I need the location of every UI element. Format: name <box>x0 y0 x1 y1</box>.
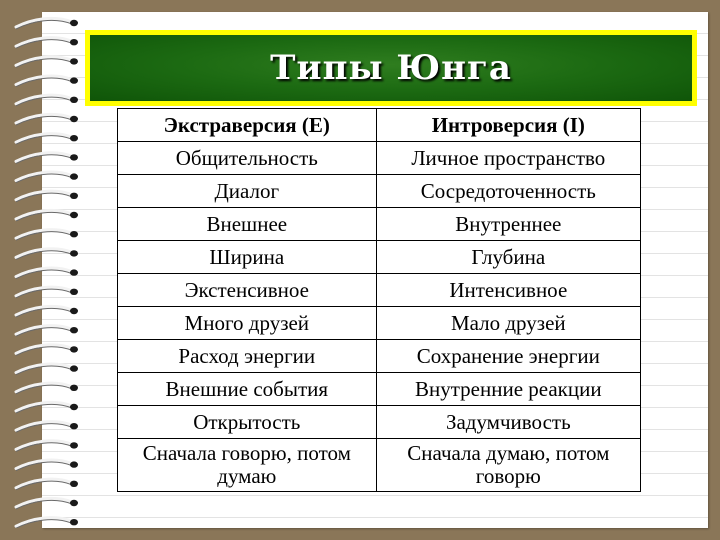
table-cell: Расход энергии <box>118 340 377 373</box>
table-cell: Сохранение энергии <box>376 340 640 373</box>
table-cell: Внутренние реакции <box>376 373 640 406</box>
page-title: Типы Юнга <box>270 48 512 88</box>
table-cell: Внешние события <box>118 373 377 406</box>
column-header-introversion: Интроверсия (I) <box>376 109 640 142</box>
table-cell: Сначала говорю, потом думаю <box>118 439 377 492</box>
column-header-extraversion: Экстраверсия (E) <box>118 109 377 142</box>
table-row <box>118 175 641 208</box>
table-row <box>118 373 641 406</box>
title-panel <box>90 35 692 101</box>
table-row <box>118 307 641 340</box>
table-cell: Экстенсивное <box>118 274 377 307</box>
title-banner <box>85 30 697 106</box>
table-row <box>118 241 641 274</box>
table-cell: Сосредоточенность <box>376 175 640 208</box>
table-cell: Открытость <box>118 406 377 439</box>
table-cell: Сначала думаю, потом говорю <box>376 439 640 492</box>
table-row <box>118 274 641 307</box>
table-cell: Задумчивость <box>376 406 640 439</box>
table-row <box>118 142 641 175</box>
table-cell: Много друзей <box>118 307 377 340</box>
table-cell: Глубина <box>376 241 640 274</box>
table-cell: Внешнее <box>118 208 377 241</box>
table-row <box>118 406 641 439</box>
table-cell: Внутреннее <box>376 208 640 241</box>
table-cell: Личное пространство <box>376 142 640 175</box>
table-cell: Ширина <box>118 241 377 274</box>
table-cell: Интенсивное <box>376 274 640 307</box>
table-cell: Мало друзей <box>376 307 640 340</box>
table-cell: Общительность <box>118 142 377 175</box>
comparison-table <box>117 108 641 492</box>
spiral-binding-icon <box>6 14 86 528</box>
table-row <box>118 340 641 373</box>
table-row <box>118 208 641 241</box>
table-cell: Диалог <box>118 175 377 208</box>
table-header-row <box>118 109 641 142</box>
table-row <box>118 439 641 492</box>
